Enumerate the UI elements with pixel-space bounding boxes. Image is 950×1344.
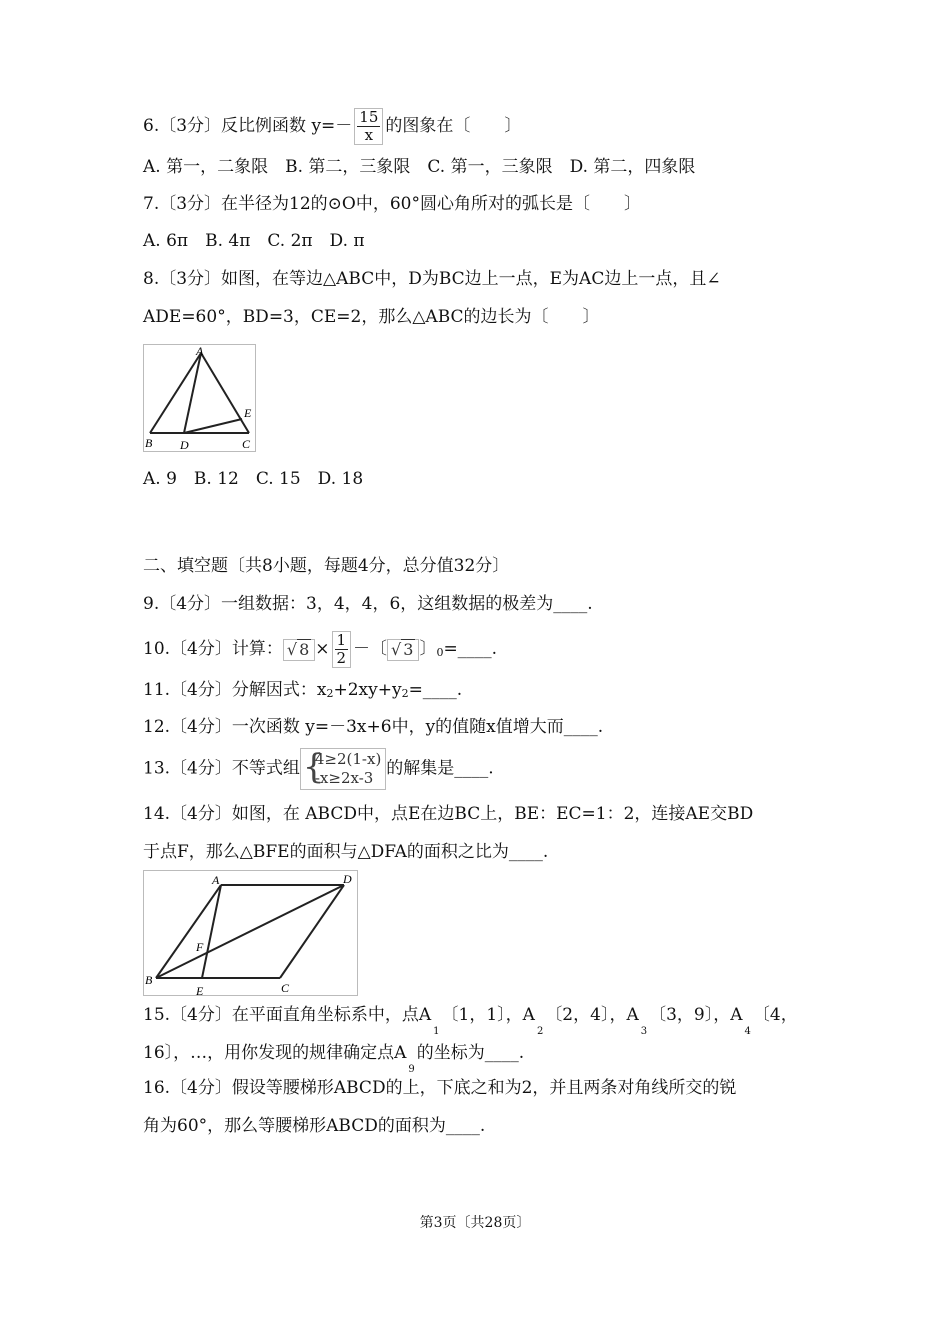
q13-inequality-system <box>300 748 386 790</box>
q6-options: A. 第一，二象限 B. 第二，三象限 C. 第一，三象限 D. 第二，四象限 <box>143 157 696 177</box>
question-9: 9.〔4分〕一组数据：3，4，4，6，这组数据的极差为____. <box>143 594 593 614</box>
q6-numerator: 15 <box>359 108 379 126</box>
q15-line2-p2: 的坐标为____. <box>416 1043 525 1063</box>
q11-suffix: =____. <box>408 680 463 700</box>
label-c: C <box>242 437 251 451</box>
q10-radicand-3: 3 <box>403 639 414 659</box>
label-d: D <box>343 872 352 886</box>
q8-options: A. 9 B. 12 C. 15 D. 18 <box>143 469 364 489</box>
q15-line2-sub: 9 <box>408 1064 415 1075</box>
q15-sub3: 3 <box>640 1026 648 1037</box>
brace-icon: { <box>302 747 325 787</box>
segment-de <box>184 419 242 433</box>
parallelogram-diagram <box>144 871 357 995</box>
question-10 <box>143 631 497 668</box>
parallelogram-figure <box>143 870 358 996</box>
q10-numerator: 1 <box>336 631 347 649</box>
q6-fraction <box>354 108 383 145</box>
q10-fraction <box>332 631 352 668</box>
question-8-line1: 8.〔3分〕如图，在等边△ABC中，D为BC边上一点，E为AC边上一点，且∠ <box>143 269 721 289</box>
question-14-line1: 14.〔4分〕如图，在 ABCD中，点E在边BC上，BE：EC=1：2，连接AE交BD <box>143 804 754 824</box>
triangle-figure <box>143 344 256 452</box>
q10-denominator: 2 <box>336 649 347 667</box>
question-7: 7.〔3分〕在半径为12的⊙O中，60°圆心角所对的弧长是〔 〕 <box>143 194 641 214</box>
page-footer: 第3页〔共28页〕 <box>419 1215 531 1231</box>
label-d: D <box>180 438 189 451</box>
q15-p4: 〔3，9〕，A <box>649 1005 743 1025</box>
question-8-line2: ADE=60°，BD=3，CE=2，那么△ABC的边长为〔 〕 <box>143 307 600 327</box>
question-14-line2: 于点F，那么△BFE的面积与△DFA的面积之比为____. <box>143 842 549 862</box>
q15-sub2: 2 <box>536 1026 544 1037</box>
label-f: F <box>196 940 204 954</box>
question-11 <box>143 678 462 704</box>
question-15-line1 <box>143 1003 798 1037</box>
question-15-line2 <box>143 1041 525 1075</box>
q13-suffix: 的解集是____. <box>386 758 494 779</box>
question-12: 12.〔4分〕一次函数 y=－3x+6中，y的值随x值增大而____. <box>143 717 604 737</box>
q10-radicand-8: 8 <box>299 639 310 659</box>
question-16-line1: 16.〔4分〕假设等腰梯形ABCD的上，下底之和为2，并且两条对角线所交的锐 <box>143 1078 737 1098</box>
label-b: B <box>145 973 153 987</box>
label-a: A <box>212 873 220 887</box>
side-dc <box>280 885 344 978</box>
q10-sqrt3: √ 3 <box>387 639 419 661</box>
label-c: C <box>281 981 290 995</box>
section-2-title: 二、填空题〔共8小题，每题4分，总分值32分〕 <box>143 556 510 576</box>
question-6 <box>143 108 521 145</box>
q11-mid: +2xy+y <box>333 680 402 700</box>
question-13 <box>143 748 494 790</box>
q10-times: × <box>315 639 330 659</box>
q15-p1: 15.〔4分〕在平面直角坐标系中，点A <box>143 1005 432 1025</box>
q10-close: 〕 <box>419 639 437 659</box>
q10-mid: －〔 <box>353 639 388 659</box>
q15-p3: 〔2，4〕，A <box>545 1005 639 1025</box>
q11-exp1: 2 <box>326 687 334 700</box>
q6-prefix: 6.〔3分〕反比例函数 y=－ <box>143 116 353 136</box>
q10-sqrt8: √ 8 <box>283 639 315 661</box>
q15-sub1: 1 <box>433 1026 440 1037</box>
triangle-diagram <box>144 345 255 451</box>
side-ac <box>201 353 249 433</box>
q13-row1: 4≥2(1-x) <box>314 750 382 768</box>
diagonal-bd <box>156 885 344 978</box>
q13-row2: -x≥2x-3 <box>314 769 374 787</box>
q6-denominator: x <box>364 126 374 144</box>
q10-exponent: 0 <box>436 646 444 659</box>
q7-options: A. 6π B. 4π C. 2π D. π <box>143 231 365 251</box>
q15-line2-p1: 16〕，…，用你发现的规律确定点A <box>143 1043 407 1063</box>
label-e: E <box>244 406 252 420</box>
q10-suffix: =____. <box>443 639 498 659</box>
q15-sub4: 4 <box>744 1026 751 1037</box>
q11-exp2: 2 <box>401 687 409 700</box>
q11-prefix: 11.〔4分〕分解因式：x <box>143 680 327 700</box>
q15-p2: 〔1，1〕，A <box>441 1005 535 1025</box>
label-e: E <box>196 984 204 995</box>
q10-prefix: 10.〔4分〕计算： <box>143 639 283 659</box>
question-16-line2: 角为60°，那么等腰梯形ABCD的面积为____. <box>143 1116 486 1136</box>
q15-p5: 〔4， <box>752 1005 798 1025</box>
q13-prefix: 13.〔4分〕不等式组 <box>143 758 300 779</box>
label-a: A <box>196 345 204 358</box>
q6-suffix: 的图象在〔 〕 <box>385 116 522 136</box>
label-b: B <box>145 436 153 450</box>
